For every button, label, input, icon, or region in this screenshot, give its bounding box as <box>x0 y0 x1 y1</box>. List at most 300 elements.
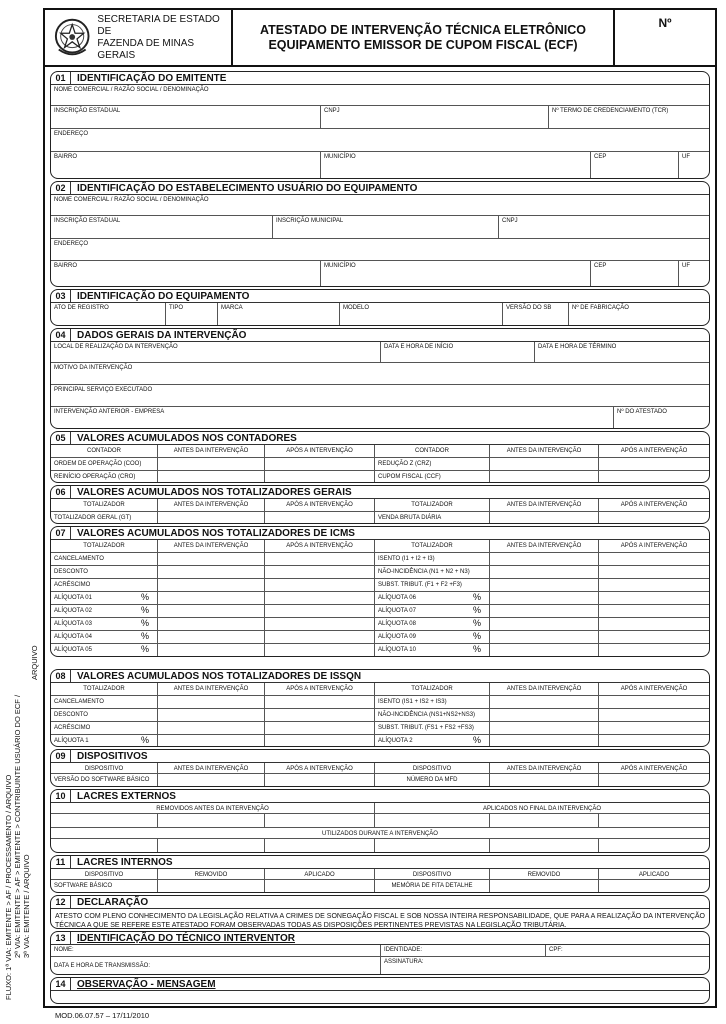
section-header <box>51 486 709 499</box>
org-block <box>45 10 233 65</box>
col-header: ANTES DA INTERVENÇÃO <box>158 683 265 695</box>
seal-input[interactable] <box>51 814 158 827</box>
col-header: DISPOSITIVO <box>375 763 490 773</box>
value-input[interactable] <box>490 880 599 893</box>
section-11-lacres-internos <box>50 855 710 893</box>
value-input[interactable] <box>265 880 375 893</box>
value-input[interactable] <box>599 709 709 721</box>
value-input[interactable] <box>265 735 375 747</box>
value-input[interactable] <box>265 631 375 643</box>
seal-input[interactable] <box>490 814 599 827</box>
section-header <box>51 750 709 763</box>
section-number: 01 <box>51 72 71 84</box>
row-label[interactable] <box>51 618 158 630</box>
section-05-contadores <box>50 431 710 483</box>
field-cnpj[interactable] <box>499 216 709 238</box>
value-input[interactable] <box>490 579 599 591</box>
field-label: TIPO <box>169 305 184 311</box>
field-label: MUNICÍPIO <box>324 154 356 160</box>
section-title: OBSERVAÇÃO - MENSAGEM <box>77 979 216 990</box>
field-data-termino[interactable] <box>535 342 709 362</box>
row-label: NÚMERO DA MFD <box>375 774 490 787</box>
org-name-line2: FAZENDA DE MINAS GERAIS <box>97 37 195 61</box>
col-header: REMOVIDOS ANTES DA INTERVENÇÃO <box>51 803 375 813</box>
table-row <box>51 814 709 828</box>
field-nome-tecnico[interactable] <box>51 945 381 956</box>
section-title: IDENTIFICAÇÃO DO TÉCNICO INTERVENTOR <box>77 933 295 944</box>
col-header: TOTALIZADOR <box>375 499 490 511</box>
coat-of-arms-icon <box>53 16 91 60</box>
value-input[interactable] <box>265 579 375 591</box>
row-label-text: ALÍQUOTA 1 <box>54 738 89 744</box>
observacao-textarea[interactable] <box>51 991 709 1004</box>
field-inscricao-estadual[interactable] <box>51 106 321 128</box>
col-header: TOTALIZADOR <box>375 540 490 552</box>
row-label-text: NÃO-INCIDÊNCIA (N1 + N2 + N3) <box>378 569 470 575</box>
value-input[interactable] <box>265 458 375 470</box>
value-input[interactable] <box>599 471 709 483</box>
row-label <box>375 553 490 565</box>
row-label <box>51 696 158 708</box>
section-number: 03 <box>51 290 71 302</box>
row-label-text: ALÍQUOTA 08 <box>378 621 416 627</box>
field-municipio[interactable] <box>321 152 591 178</box>
section-title: LACRES EXTERNOS <box>77 791 176 802</box>
field-cnpj[interactable] <box>321 106 549 128</box>
title-line2: EQUIPAMENTO EMISSOR DE CUPOM FISCAL (ECF) <box>268 37 578 52</box>
value-input[interactable] <box>265 605 375 617</box>
seal-input[interactable] <box>265 814 375 827</box>
section-header <box>51 978 709 991</box>
field-uf[interactable] <box>679 152 709 178</box>
field-motivo[interactable] <box>51 363 709 384</box>
col-header: APLICADO <box>638 872 670 878</box>
field-label: DATA E HORA DE TRANSMISSÃO: <box>54 963 151 969</box>
value-input[interactable] <box>265 644 375 657</box>
table-row <box>51 644 709 657</box>
section-number: 10 <box>51 790 71 802</box>
col-header: ANTES DA INTERVENÇÃO <box>158 499 265 511</box>
row-label[interactable] <box>51 735 158 747</box>
row-label[interactable] <box>51 605 158 617</box>
value-input[interactable] <box>490 512 599 524</box>
row-label: VERSÃO DO SOFTWARE BÁSICO <box>51 774 158 787</box>
field-label: MARCA <box>221 305 243 311</box>
value-input[interactable] <box>158 553 265 565</box>
declaration-text: ATESTO COM PLENO CONHECIMENTO DA LEGISLAÇÃO RELATIVA A CRIMES DE SONEGAÇÃO FISCAL E SOB NOSSA INTEIRA RESPONSABILIDADE, QUE PARA A REALIZAÇÃO DA INTERVENÇÃO TÉCNICA A QUE SE REFERE ESTE ATESTADO FORAM OBSERVADAS TODAS AS DISPOSIÇÕES PERTINENTES PREVISTAS NA LEGISLAÇÃO TRIBUTÁRIA. <box>55 913 705 929</box>
table-header-row <box>51 803 709 814</box>
field-label: ENDEREÇO <box>54 131 89 137</box>
percent-sign: % <box>472 644 481 654</box>
value-input[interactable] <box>158 644 265 657</box>
field-label: DATA E HORA DE TÉRMINO <box>538 344 617 350</box>
row-label <box>375 709 490 721</box>
field-ato-registro[interactable] <box>51 303 166 325</box>
col-header: APÓS A INTERVENÇÃO <box>620 766 688 772</box>
value-input[interactable] <box>158 631 265 643</box>
seal-input[interactable] <box>158 814 265 827</box>
value-input[interactable] <box>599 592 709 604</box>
row-label[interactable] <box>375 644 490 657</box>
field-municipio[interactable] <box>321 261 591 286</box>
col-header: ANTES DA INTERVENÇÃO <box>490 683 599 695</box>
value-input[interactable] <box>158 696 265 708</box>
field-intervencao-anterior[interactable] <box>51 407 614 429</box>
row-label-text: ALÍQUOTA 2 <box>378 738 413 744</box>
row-label-text: ALÍQUOTA 02 <box>54 608 92 614</box>
field-label: CEP <box>594 263 607 269</box>
field-endereco[interactable] <box>51 129 709 151</box>
value-input[interactable] <box>490 458 599 470</box>
field-inscricao-municipal[interactable] <box>273 216 499 238</box>
field-label: IDENTIDADE: <box>384 947 423 953</box>
table-row <box>51 618 709 631</box>
table-header-row <box>51 499 709 512</box>
seal-input[interactable] <box>158 839 265 853</box>
form-model-code: MOD.06.07.57 – 17/11/2010 <box>55 1011 150 1020</box>
row-label[interactable] <box>375 735 490 747</box>
value-input[interactable] <box>158 592 265 604</box>
value-input[interactable] <box>158 722 265 734</box>
title-line1: ATESTADO DE INTERVENÇÃO TÉCNICA ELETRÔNICO <box>260 22 586 37</box>
table-header-row <box>51 540 709 553</box>
col-header: CONTADOR <box>375 445 490 457</box>
row-label[interactable] <box>375 618 490 630</box>
col-header: APÓS A INTERVENÇÃO <box>620 448 688 454</box>
field-tipo[interactable] <box>166 303 218 325</box>
col-header: APLICADOS NO FINAL DA INTERVENÇÃO <box>482 806 602 812</box>
table-row <box>51 512 709 524</box>
form-header <box>45 10 715 67</box>
field-label: INSCRIÇÃO MUNICIPAL <box>276 218 344 224</box>
row-label-text: ISENTO (I1 + I2 + I3) <box>378 556 435 562</box>
value-input[interactable] <box>158 880 265 893</box>
row-label[interactable] <box>51 631 158 643</box>
row-label[interactable] <box>375 605 490 617</box>
field-label: VERSÃO DO SB <box>506 305 552 311</box>
section-title: DADOS GERAIS DA INTERVENÇÃO <box>77 330 247 341</box>
section-number: 13 <box>51 932 71 944</box>
row-label <box>51 579 158 591</box>
row-label-text: ALÍQUOTA 07 <box>378 608 416 614</box>
org-name-line1: SECRETARIA DE ESTADO DE <box>97 13 220 37</box>
value-input[interactable] <box>265 774 375 787</box>
col-header: TOTALIZADOR <box>375 683 490 695</box>
field-label: ASSINATURA: <box>384 959 424 965</box>
seal-input[interactable] <box>375 839 490 853</box>
value-input[interactable] <box>490 774 599 787</box>
table-row <box>51 566 709 579</box>
col-header: REMOVIDO <box>490 869 599 879</box>
value-input[interactable] <box>599 553 709 565</box>
field-identidade[interactable] <box>381 945 546 956</box>
value-input[interactable] <box>265 618 375 630</box>
value-input[interactable] <box>158 735 265 747</box>
field-label: Nº DO ATESTADO <box>617 409 667 415</box>
field-bairro[interactable] <box>51 261 321 286</box>
col-header: ANTES DA INTERVENÇÃO <box>158 540 265 552</box>
field-label: INSCRIÇÃO ESTADUAL <box>54 218 121 224</box>
percent-sign: % <box>472 592 481 602</box>
value-input[interactable] <box>490 696 599 708</box>
field-cpf[interactable] <box>546 945 709 956</box>
field-label: CPF: <box>549 947 563 953</box>
percent-sign: % <box>140 618 149 628</box>
value-input[interactable] <box>158 566 265 578</box>
section-number: 12 <box>51 896 71 908</box>
table-row <box>51 579 709 592</box>
row-label-text: ALÍQUOTA 01 <box>54 595 92 601</box>
field-local[interactable] <box>51 342 381 362</box>
row-label <box>375 722 490 734</box>
field-label: ENDEREÇO <box>54 241 89 247</box>
value-input[interactable] <box>599 618 709 630</box>
seal-input[interactable] <box>375 814 490 827</box>
field-label: Nº TERMO DE CREDENCIAMENTO (TCR) <box>552 108 669 114</box>
field-label: BAIRRO <box>54 263 78 269</box>
field-label: LOCAL DE REALIZAÇÃO DA INTERVENÇÃO <box>54 344 178 350</box>
section-header <box>51 72 709 85</box>
section-title: VALORES ACUMULADOS NOS TOTALIZADORES DE ICMS <box>77 528 355 539</box>
section-header <box>51 932 709 945</box>
col-header: UTILIZADOS DURANTE A INTERVENÇÃO <box>322 831 438 837</box>
field-versao-sb[interactable] <box>503 303 569 325</box>
field-nome-comercial[interactable] <box>51 195 709 215</box>
table-row <box>51 880 709 893</box>
percent-sign: % <box>140 735 149 745</box>
seal-input[interactable] <box>265 839 375 853</box>
section-02-estabelecimento <box>50 181 710 287</box>
col-header: ANTES DA INTERVENÇÃO <box>158 445 265 457</box>
table-row <box>51 735 709 747</box>
field-label: UF <box>682 263 690 269</box>
section-title: DECLARAÇÃO <box>77 897 149 908</box>
value-input[interactable] <box>158 774 265 787</box>
value-input[interactable] <box>599 722 709 734</box>
col-header: ANTES DA INTERVENÇÃO <box>490 763 599 773</box>
row-label[interactable] <box>51 592 158 604</box>
value-input[interactable] <box>599 774 709 787</box>
table-header-row <box>51 869 709 880</box>
table-row <box>51 605 709 618</box>
col-header: ANTES DA INTERVENÇÃO <box>490 499 599 511</box>
field-assinatura[interactable] <box>381 957 709 974</box>
row-label: REINÍCIO OPERAÇÃO (CRO) <box>51 471 158 483</box>
row-label <box>51 722 158 734</box>
section-header <box>51 670 709 683</box>
value-input[interactable] <box>490 644 599 657</box>
value-input[interactable] <box>599 696 709 708</box>
value-input[interactable] <box>599 566 709 578</box>
value-input[interactable] <box>490 735 599 747</box>
value-input[interactable] <box>490 553 599 565</box>
field-data-transmissao[interactable] <box>51 957 381 974</box>
flow-line1: FLUXO: 1ª VIA: EMITENTE > AF / PROCESSAMENTO / ARQUIVO <box>4 774 13 1000</box>
value-input[interactable] <box>158 618 265 630</box>
section-header <box>51 527 709 540</box>
row-label-text: CANCELAMENTO <box>54 699 104 705</box>
number-label: Nº <box>658 16 672 30</box>
row-label: TOTALIZADOR GERAL (GT) <box>51 512 158 524</box>
field-inscricao-estadual[interactable] <box>51 216 273 238</box>
field-tcr[interactable] <box>549 106 709 128</box>
percent-sign: % <box>472 631 481 641</box>
field-cep[interactable] <box>591 152 679 178</box>
col-header: REMOVIDO <box>158 869 265 879</box>
field-bairro[interactable] <box>51 152 321 178</box>
row-label[interactable] <box>51 644 158 657</box>
row-label-text: ALÍQUOTA 09 <box>378 634 416 640</box>
section-14-observacao <box>50 977 710 1004</box>
field-numero-atestado[interactable] <box>614 407 709 429</box>
field-label: INTERVENÇÃO ANTERIOR - EMPRESA <box>54 409 165 415</box>
row-label-text: DESCONTO <box>54 569 88 575</box>
table-header-row <box>51 445 709 458</box>
value-input[interactable] <box>599 458 709 470</box>
field-modelo[interactable] <box>340 303 503 325</box>
value-input[interactable] <box>265 471 375 483</box>
value-input[interactable] <box>490 605 599 617</box>
section-06-totalizadores-gerais <box>50 485 710 524</box>
value-input[interactable] <box>265 722 375 734</box>
section-10-lacres-externos <box>50 789 710 853</box>
field-nome-comercial[interactable] <box>51 85 709 105</box>
value-input[interactable] <box>265 696 375 708</box>
row-label: CUPOM FISCAL (CCF) <box>375 471 490 483</box>
table-row <box>51 631 709 644</box>
value-input[interactable] <box>490 592 599 604</box>
flow-instructions <box>4 695 31 1000</box>
percent-sign: % <box>472 605 481 615</box>
field-label: UF <box>682 154 690 160</box>
field-label: CNPJ <box>502 218 518 224</box>
field-endereco[interactable] <box>51 239 709 260</box>
row-label-text: ISENTO (IS1 + IS2 + IS3) <box>378 699 447 705</box>
field-label: MODELO <box>343 305 370 311</box>
seal-input[interactable] <box>490 839 599 853</box>
value-input[interactable] <box>158 512 265 524</box>
row-label <box>51 553 158 565</box>
value-input[interactable] <box>599 644 709 657</box>
row-label <box>51 709 158 721</box>
col-header: DISPOSITIVO <box>375 869 490 879</box>
section-number: 09 <box>51 750 71 762</box>
value-input[interactable] <box>158 579 265 591</box>
field-label: Nº DE FABRICAÇÃO <box>572 305 629 311</box>
section-number: 14 <box>51 978 71 990</box>
row-label-text: ALÍQUOTA 05 <box>54 647 92 653</box>
value-input[interactable] <box>490 631 599 643</box>
field-label: ATO DE REGISTRO <box>54 305 109 311</box>
row-label-text: ALÍQUOTA 04 <box>54 634 92 640</box>
value-input[interactable] <box>490 566 599 578</box>
form-page <box>43 8 717 1008</box>
value-input[interactable] <box>265 512 375 524</box>
col-header: APÓS A INTERVENÇÃO <box>265 683 375 695</box>
value-input[interactable] <box>158 709 265 721</box>
flow-line2: 2ª VIA: EMITENTE > AF > EMITENTE > CONTRIBUINTE USUÁRIO DO ECF / <box>13 694 22 958</box>
col-header: ANTES DA INTERVENÇÃO <box>490 445 599 457</box>
row-label-text: ALÍQUOTA 03 <box>54 621 92 627</box>
table-row <box>51 839 709 853</box>
org-name <box>97 14 231 62</box>
row-label[interactable] <box>375 592 490 604</box>
field-label: NOME COMERCIAL / RAZÃO SOCIAL / DENOMINAÇÃO <box>54 87 209 93</box>
section-header <box>51 856 709 869</box>
value-input[interactable] <box>599 631 709 643</box>
value-input[interactable] <box>599 512 709 524</box>
section-title: LACRES INTERNOS <box>77 857 173 868</box>
value-input[interactable] <box>599 880 709 893</box>
row-label-text: ALÍQUOTA 06 <box>378 595 416 601</box>
value-input[interactable] <box>265 553 375 565</box>
col-header: APÓS A INTERVENÇÃO <box>265 763 375 773</box>
row-label-text: DESCONTO <box>54 712 88 718</box>
row-label-text: ACRÉSCIMO <box>54 725 91 731</box>
section-number: 04 <box>51 329 71 341</box>
seal-input[interactable] <box>51 839 158 853</box>
percent-sign: % <box>140 644 149 654</box>
field-fabricacao[interactable] <box>569 303 709 325</box>
table-row <box>51 553 709 566</box>
section-header <box>51 182 709 195</box>
table-row <box>51 709 709 722</box>
form-title <box>233 10 615 65</box>
row-label[interactable] <box>375 631 490 643</box>
value-input[interactable] <box>490 471 599 483</box>
value-input[interactable] <box>599 579 709 591</box>
field-data-inicio[interactable] <box>381 342 535 362</box>
col-header: TOTALIZADOR <box>51 499 158 511</box>
seal-input[interactable] <box>599 839 709 853</box>
value-input[interactable] <box>158 605 265 617</box>
table-row <box>51 722 709 735</box>
section-header <box>51 290 709 303</box>
value-input[interactable] <box>490 722 599 734</box>
row-label: REDUÇÃO Z (CRZ) <box>375 458 490 470</box>
icms-rows <box>51 553 709 657</box>
section-13-tecnico <box>50 931 710 975</box>
section-number: 06 <box>51 486 71 498</box>
value-input[interactable] <box>490 618 599 630</box>
value-input[interactable] <box>265 566 375 578</box>
value-input[interactable] <box>265 709 375 721</box>
row-label-text: ALÍQUOTA 10 <box>378 647 416 653</box>
section-number: 11 <box>51 856 71 868</box>
value-input[interactable] <box>490 709 599 721</box>
field-marca[interactable] <box>218 303 340 325</box>
row-label: ORDEM DE OPERAÇÃO (COO) <box>51 458 158 470</box>
value-input[interactable] <box>158 458 265 470</box>
section-07-icms <box>50 526 710 657</box>
value-input[interactable] <box>265 592 375 604</box>
row-label <box>375 579 490 591</box>
field-uf[interactable] <box>679 261 709 286</box>
value-input[interactable] <box>158 471 265 483</box>
section-08-issqn <box>50 669 710 747</box>
value-input[interactable] <box>599 735 709 747</box>
value-input[interactable] <box>599 605 709 617</box>
row-label <box>375 566 490 578</box>
field-cep[interactable] <box>591 261 679 286</box>
form-number-field[interactable] <box>615 10 715 65</box>
field-servico[interactable] <box>51 385 709 406</box>
section-04-dados-gerais <box>50 328 710 429</box>
col-header: APÓS A INTERVENÇÃO <box>265 540 375 552</box>
seal-input[interactable] <box>599 814 709 827</box>
issqn-rows <box>51 696 709 747</box>
col-header: APLICADO <box>265 869 375 879</box>
